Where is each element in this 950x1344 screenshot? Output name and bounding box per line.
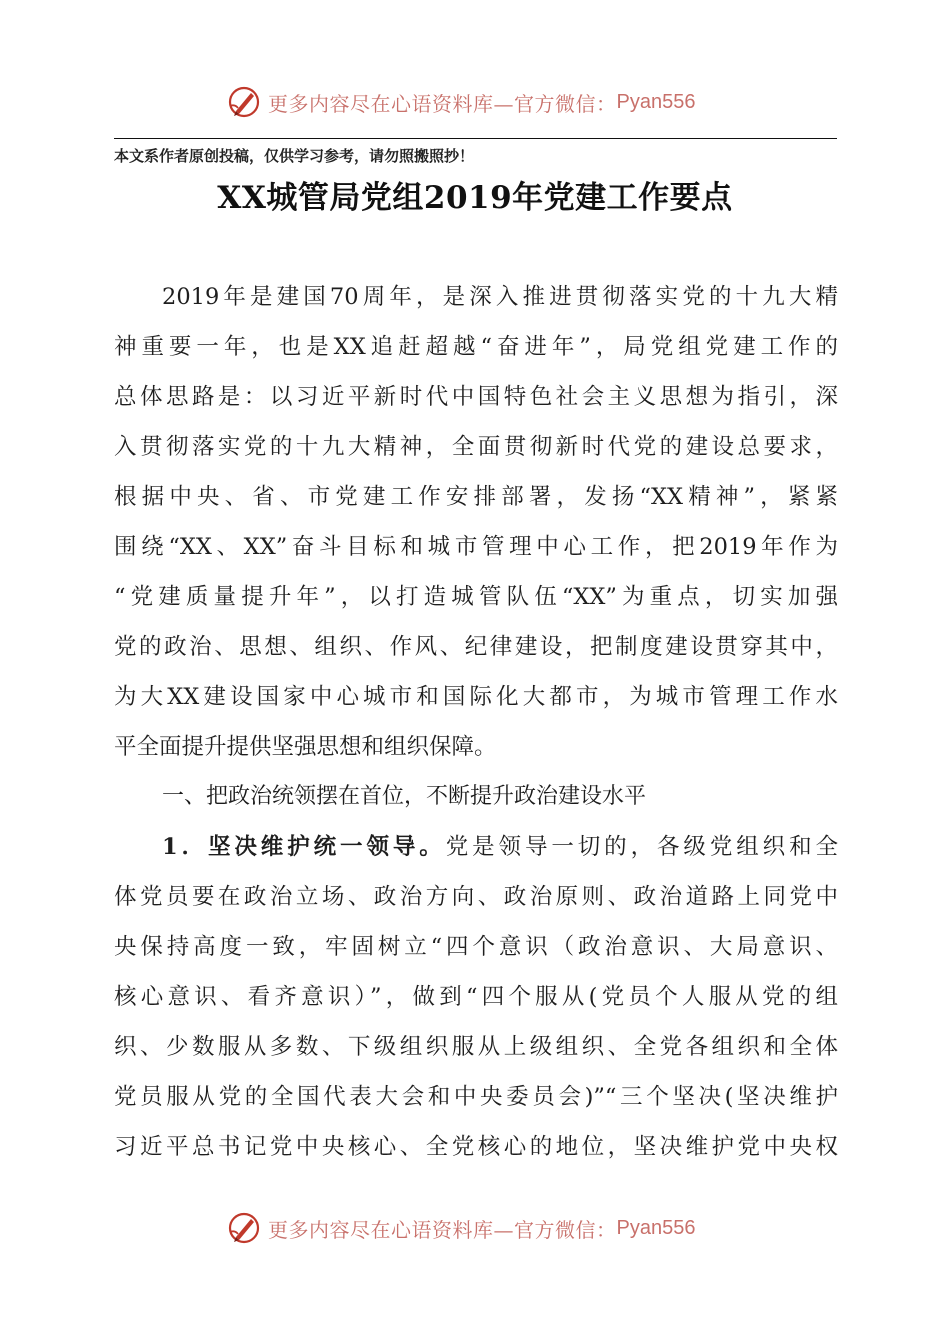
copyright-notice: 本文系作者原创投稿，仅供学习参考，请勿照搬照抄！ — [114, 147, 475, 165]
item-lead: 1．坚决维护统一领导。 — [162, 834, 446, 860]
document-title: XX城管局党组2019年党建工作要点 — [217, 180, 733, 216]
paragraph-line: 围绕“XX、XX”奋斗目标和城市管理中心工作，把2019年作为 — [114, 534, 838, 560]
pen-in-circle-logo-icon — [226, 84, 262, 120]
section-heading: 一、把政治统领摆在首位，不断提升政治建设水平 — [162, 784, 647, 809]
paragraph-line: 为大XX建设国家中心城市和国际化大都市，为城市管理工作水 — [114, 684, 838, 710]
paragraph-line: 党的政治、思想、组织、作风、纪律建设，把制度建设贯穿其中， — [114, 634, 838, 660]
header-divider — [114, 138, 837, 139]
paragraph-line: 织、少数服从多数、下级组织服从上级组织、全党各组织和全体 — [114, 1034, 838, 1060]
pen-in-circle-logo-icon — [226, 1210, 262, 1246]
paragraph-line: 体党员要在政治立场、政治方向、政治原则、政治道路上同党中 — [114, 884, 838, 910]
paragraph-line: 2019年是建国70周年，是深入推进贯彻落实党的十九大精 — [162, 284, 838, 310]
paragraph-line: 央保持高度一致，牢固树立“四个意识（政治意识、大局意识、 — [114, 934, 838, 960]
paragraph-line: 根据中央、省、市党建工作安排部署，发扬“XX精神”，紧紧 — [114, 484, 838, 510]
header-wechat-id: Pyan556 — [616, 90, 696, 113]
item-first-line — [114, 822, 838, 872]
paragraph-line: 平全面提升提供坚强思想和组织保障。 — [114, 734, 497, 760]
header-banner-text: 更多内容尽在心语资料库—官方微信： — [268, 91, 617, 116]
paragraph-line: 核心意识、看齐意识）”，做到“四个服从(党员个人服从党的组 — [114, 984, 838, 1010]
footer-wechat-id: Pyan556 — [616, 1216, 696, 1239]
paragraph-line: 党员服从党的全国代表大会和中央委员会)”“三个坚决(坚决维护 — [114, 1084, 838, 1110]
paragraph-line: “党建质量提升年”，以打造城管队伍“XX”为重点，切实加强 — [114, 584, 838, 610]
header-banner — [226, 82, 695, 122]
paragraph-line: 习近平总书记党中央核心、全党核心的地位，坚决维护党中央权 — [114, 1134, 838, 1160]
item-text: 党是领导一切的，各级党组织和全 — [445, 834, 838, 860]
footer-banner-text: 更多内容尽在心语资料库—官方微信： — [268, 1217, 617, 1242]
paragraph-line: 总体思路是：以习近平新时代中国特色社会主义思想为指引，深 — [114, 384, 838, 410]
footer-banner — [226, 1208, 695, 1248]
paragraph-line: 入贯彻落实党的十九大精神，全面贯彻新时代党的建设总要求， — [114, 434, 838, 460]
paragraph-line: 神重要一年，也是XX追赶超越“奋进年”，局党组党建工作的 — [114, 334, 838, 360]
intro-paragraph — [114, 272, 838, 1172]
